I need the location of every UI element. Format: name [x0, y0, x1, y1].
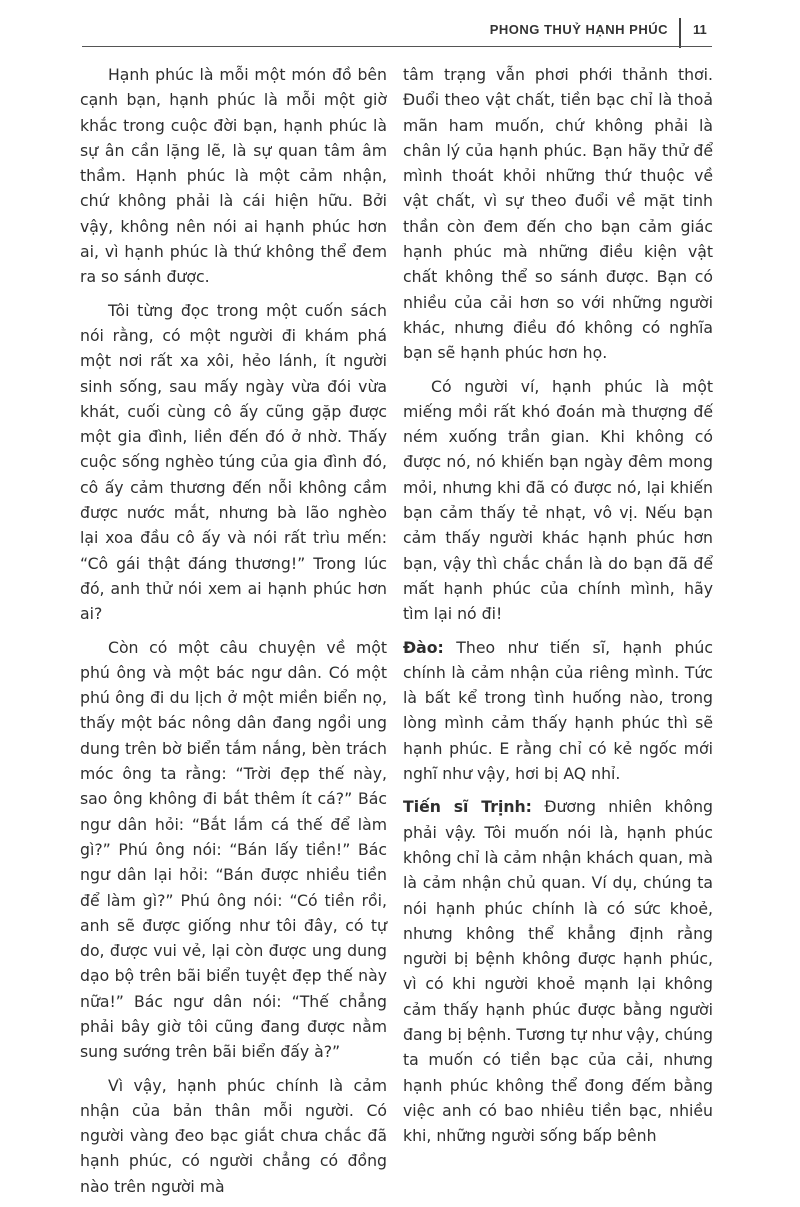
- speaker-label: Tiến sĩ Trịnh:: [403, 797, 532, 817]
- header-divider: [679, 18, 681, 48]
- left-column: [80, 62, 387, 1207]
- right-column: [403, 62, 713, 1156]
- dialogue-paragraph: [403, 635, 713, 787]
- paragraph: Hạnh phúc là mỗi một món đồ bên cạnh bạn, hạnh phúc là mỗi một giờ khắc trong cuộc đời bạn, hạnh phúc là sự ân cần lặng lẽ, là sự quan tâm âm thầm. Hạnh phúc là một cảm nhận, chứ không phải là cái hiện hữu. Bởi vậy, không nên nói ai hạnh phúc hơn ai, vì hạnh phúc là thứ không thể đem ra so sánh được.: [80, 65, 387, 287]
- paragraph: Vì vậy, hạnh phúc chính là cảm nhận của bản thân mỗi người. Có người vàng đeo bạc giắt chưa chắc đã hạnh phúc, có người chẳng có đồng nào trên người mà: [80, 1075, 387, 1196]
- paragraph: Còn có một câu chuyện về một phú ông và một bác ngư dân. Có một phú ông đi du lịch ở một miền biển nọ, thấy một bác nông dân đang ngồi ung dung trên bờ biển tắm nắng, bèn trách móc ông ta rằng: “Trời đẹp thế này, sao ông không đi bắt thêm ít cá?” Bác ngư dân hỏi: “Bắt lắm cá thế để làm gì?” Phú ông nói: “Bán lấy tiền!” Bác ngư dân lại hỏi: “Bán được nhiều tiền để làm gì?” Phú ông nói: “Có tiền rồi, anh sẽ được giống như tôi đây, có tự do, được vui vẻ, lại còn được ung dung dạo bộ trên bãi biển tuyệt đẹp thế này nữa!” Bác ngư dân nói: “Thế chẳng phải bây giờ tôi cũng đang được nằm sung sướng trên bãi biển đấy à?”: [80, 637, 387, 1062]
- paragraph: Tôi từng đọc trong một cuốn sách nói rằng, có một người đi khám phá một nơi rất xa xôi, hẻo lánh, ít người sinh sống, sau mấy ngày vừa đói vừa khát, cuối cùng cô ấy cũng gặp được một gia đình, liền đến đó ở nhờ. Thấy cuộc sống nghèo túng của gia đình đó, cô ấy cảm thương đến nỗi không cầm được nước mắt, nhưng bà lão nghèo lại xoa đầu cô ấy và nói rất trìu mến: “Cô gái thật đáng thương!” Trong lúc đó, anh thử nói xem ai hạnh phúc hơn ai?: [80, 300, 387, 624]
- header-rule: [82, 46, 712, 47]
- dialogue-text: Đương nhiên không phải vậy. Tôi muốn nói là, hạnh phúc không chỉ là cảm nhận khách quan, mà là cảm nhận chủ quan. Ví dụ, chúng ta nói hạnh phúc chính là có sức khoẻ, nhưng không thể khẳng định rằng người bị bệnh không được hạnh phúc, vì có khi người khoẻ mạnh lại không cảm thấy hạnh phúc được bằng người đang bị bệnh. Tương tự như vậy, chúng ta muốn có tiền bạc của cải, nhưng hạnh phúc không thể đong đếm bằng việc anh có bao nhiêu tiền bạc, nhiều khi, những người sống bấp bênh: [403, 797, 713, 1146]
- dialogue-paragraph: [403, 794, 713, 1148]
- paragraph: tâm trạng vẫn phơi phới thảnh thơi. Đuổi theo vật chất, tiền bạc chỉ là thoả mãn ham muốn, chứ không phải là chân lý của hạnh phúc. Bạn hãy thử để mình thoát khỏi những thứ thuộc về vật chất, vì sự theo đuổi về mặt tinh thần còn đem đến cho bạn cảm giác hạnh phúc mà những điều kiện vật chất không thể so sánh được. Bạn có nhiều của cải hơn so với những người khác, nhưng điều đó không có nghĩa bạn sẽ hạnh phúc hơn họ.: [403, 65, 713, 363]
- page-number: 11: [693, 22, 707, 37]
- paragraph: Có người ví, hạnh phúc là một miếng mồi rất khó đoán mà thượng đế ném xuống trần gian. Khi không có được nó, nó khiến bạn ngày đêm mong mỏi, nhưng khi đã có được nó, lại khiến bạn cảm thấy tẻ nhạt, vô vị. Nếu bạn cảm thấy người khác hạnh phúc hơn bạn, vậy thì chắc chắn là do bạn đã để mất hạnh phúc của chính mình, hãy tìm lại nó đi!: [403, 376, 713, 624]
- dialogue-text: Theo như tiến sĩ, hạnh phúc chính là cảm nhận của riêng mình. Tức là bất kể trong tình huống nào, trong lòng mình cảm thấy hạnh phúc thì sẽ hạnh phúc. E rằng chỉ có kẻ ngốc mới nghĩ như vậy, hơi bị AQ nhỉ.: [403, 637, 713, 784]
- speaker-label: Đào:: [403, 637, 444, 657]
- running-header: [0, 18, 800, 48]
- running-header-title: PHONG THUỶ HẠNH PHÚC: [489, 22, 668, 37]
